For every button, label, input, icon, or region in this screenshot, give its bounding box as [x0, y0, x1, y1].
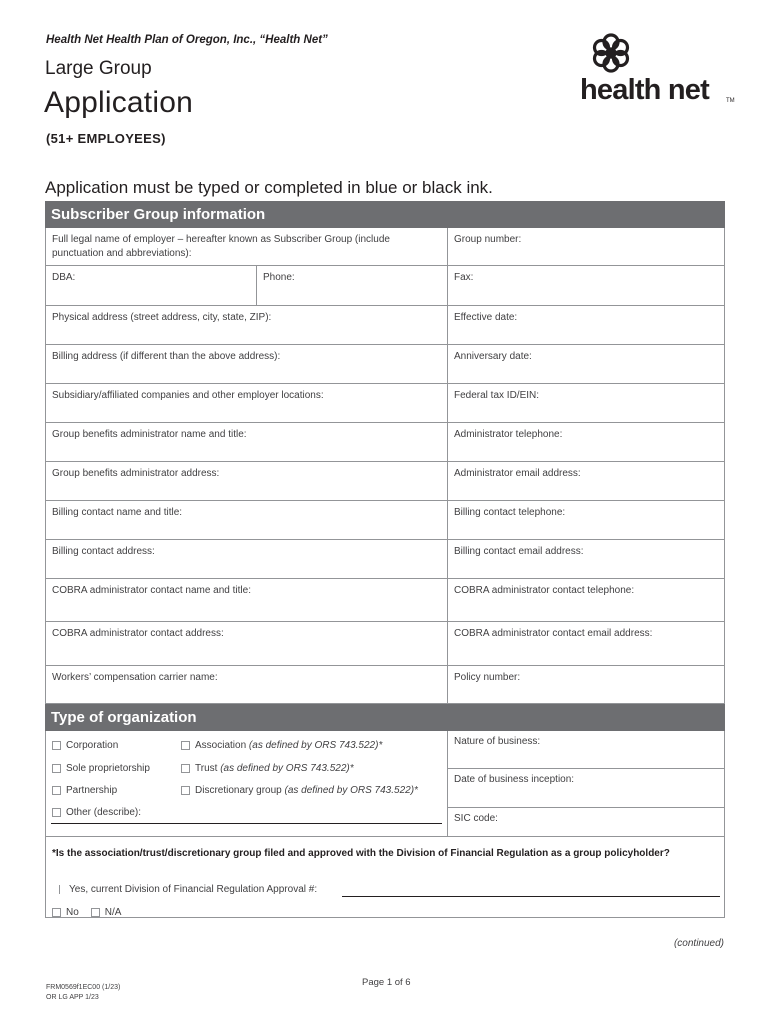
dba-field[interactable]: DBA: — [46, 266, 257, 305]
trademark-mark: TM — [726, 98, 735, 104]
option-no-na: No N/A — [52, 907, 121, 918]
form-row — [45, 228, 725, 266]
checkbox-na[interactable] — [91, 908, 100, 917]
option-corporation[interactable]: Corporation — [52, 740, 118, 751]
continued-note: (continued) — [673, 938, 724, 949]
form-row — [45, 540, 725, 579]
option-other[interactable]: Other (describe): — [52, 807, 141, 818]
option-trust[interactable]: Trust (as defined by ORS 743.522)* — [181, 763, 354, 774]
nature-of-business-field[interactable]: Nature of business: — [448, 731, 724, 769]
checkbox-trust[interactable] — [181, 764, 190, 773]
group-number-field[interactable]: Group number: — [454, 234, 522, 245]
anniversary-date-field[interactable]: Anniversary date: — [454, 351, 532, 362]
option-yes-approval[interactable]: Yes, current Division of Financial Regulation Approval #: — [59, 884, 317, 895]
form-row — [45, 266, 725, 306]
form-row — [45, 666, 725, 704]
checkbox-association[interactable] — [181, 741, 190, 750]
billing-contact-telephone-field[interactable]: Billing contact telephone: — [454, 507, 566, 518]
company-name: Health Net Health Plan of Oregon, Inc., “Health Net” — [46, 34, 328, 46]
option-association[interactable]: Association (as defined by ORS 743.522)* — [181, 740, 382, 751]
organization-options — [46, 731, 448, 836]
employee-count-note: (51+ EMPLOYEES) — [46, 131, 166, 146]
policy-number-field[interactable]: Policy number: — [454, 672, 521, 683]
form-subtitle: Large Group — [45, 58, 152, 79]
federal-tax-id-field[interactable]: Federal tax ID/EIN: — [454, 390, 540, 401]
business-inception-date-field[interactable]: Date of business inception: — [448, 769, 724, 808]
administrator-telephone-field[interactable]: Administrator telephone: — [454, 429, 563, 440]
billing-contact-address-field[interactable]: Billing contact address: — [46, 540, 448, 578]
form-code: FRM0569f1EC00 (1/23) OR LG APP 1/23 — [46, 984, 121, 1001]
administrator-email-field[interactable]: Administrator email address: — [454, 468, 581, 479]
ink-instruction: Application must be typed or completed in blue or black ink. — [45, 178, 493, 197]
form-row — [45, 622, 725, 666]
cobra-contact-name-field[interactable]: COBRA administrator contact name and title: — [46, 579, 448, 621]
cobra-contact-address-field[interactable]: COBRA administrator contact address: — [46, 622, 448, 665]
checkbox-yes[interactable] — [59, 885, 64, 894]
billing-address-field[interactable]: Billing address (if different than the above address): — [46, 345, 448, 383]
checkbox-discretionary-group[interactable] — [181, 786, 190, 795]
health-net-logo-icon — [590, 32, 632, 74]
billing-contact-name-field[interactable]: Billing contact name and title: — [46, 501, 448, 539]
form-row — [45, 501, 725, 540]
form-row — [45, 384, 725, 423]
subsidiary-companies-field[interactable]: Subsidiary/affiliated companies and other employer locations: — [46, 384, 448, 422]
checkbox-corporation[interactable] — [52, 741, 61, 750]
approval-number-line[interactable] — [342, 896, 720, 897]
option-sole-proprietorship[interactable]: Sole proprietorship — [52, 763, 150, 774]
form-title: Application — [44, 86, 193, 119]
employer-legal-name-field[interactable]: Full legal name of employer – hereafter known as Subscriber Group (include punctuation and abbreviations): — [46, 228, 448, 265]
form-row — [45, 306, 725, 345]
option-partnership[interactable]: Partnership — [52, 785, 117, 796]
fax-field[interactable]: Fax: — [454, 272, 474, 283]
option-discretionary-group[interactable]: Discretionary group (as defined by ORS 743.522)* — [181, 785, 418, 796]
administrator-address-field[interactable]: Group benefits administrator address: — [46, 462, 448, 500]
application-form — [45, 201, 725, 918]
effective-date-field[interactable]: Effective date: — [454, 312, 518, 323]
sic-code-field[interactable]: SIC code: — [454, 813, 498, 824]
association-approval-question — [45, 836, 725, 918]
checkbox-no[interactable] — [52, 908, 61, 917]
checkbox-other[interactable] — [52, 808, 61, 817]
other-describe-line[interactable] — [51, 823, 442, 824]
cobra-contact-email-field[interactable]: COBRA administrator contact email address: — [454, 628, 653, 639]
checkbox-partnership[interactable] — [52, 786, 61, 795]
administrator-name-field[interactable]: Group benefits administrator name and title: — [46, 423, 448, 461]
phone-field[interactable]: Phone: — [257, 266, 448, 305]
form-row — [45, 423, 725, 462]
physical-address-field[interactable]: Physical address (street address, city, state, ZIP): — [46, 306, 448, 344]
form-row — [45, 462, 725, 501]
business-details — [448, 731, 724, 836]
section-heading-organization: Type of organization — [45, 704, 725, 731]
organization-type-block — [45, 731, 725, 836]
health-net-logo — [580, 32, 735, 112]
logo-wordmark: health net — [580, 74, 709, 106]
form-row — [45, 579, 725, 622]
page-number: Page 1 of 6 — [362, 977, 411, 988]
billing-contact-email-field[interactable]: Billing contact email address: — [454, 546, 584, 557]
checkbox-sole-proprietorship[interactable] — [52, 764, 61, 773]
approval-question-text: *Is the association/trust/discretionary group filed and approved with the Division of Financial Regulation as a group policyholder? — [52, 848, 670, 859]
form-row — [45, 345, 725, 384]
section-heading-subscriber: Subscriber Group information — [45, 201, 725, 228]
workers-comp-carrier-field[interactable]: Workers’ compensation carrier name: — [46, 666, 448, 703]
cobra-contact-telephone-field[interactable]: COBRA administrator contact telephone: — [454, 585, 635, 596]
